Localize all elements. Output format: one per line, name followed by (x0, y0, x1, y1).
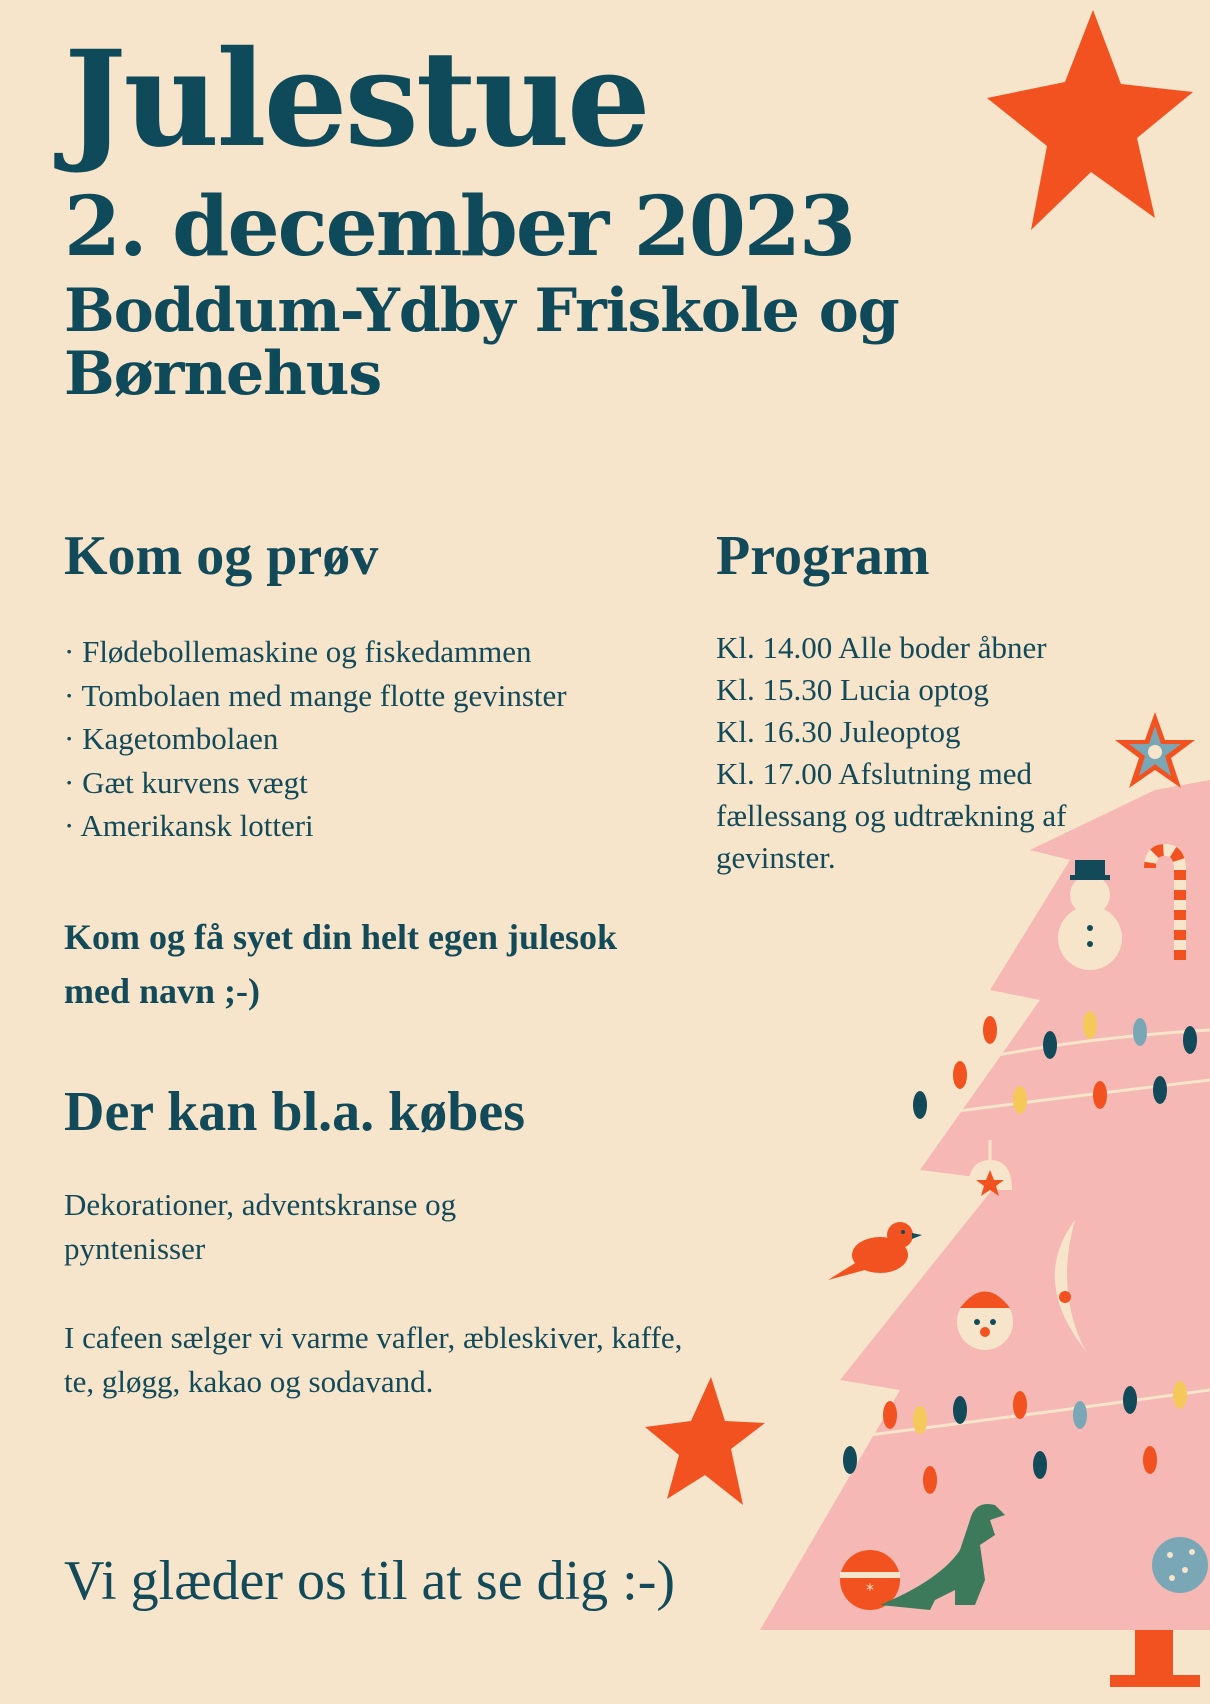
event-location (64, 276, 899, 409)
list-item: · Flødebollemaskine og fiskedammen (64, 634, 532, 669)
bauble-ornament-icon (1152, 1537, 1208, 1593)
tree-trunk (1135, 1630, 1173, 1680)
location-line-2: Børnehus (64, 339, 382, 409)
location-line-1: Boddum-Ydby Friskole og (64, 276, 899, 346)
christmas-tree-illustration (740, 700, 1210, 1704)
kom-og-prov-heading: Kom og prøv (64, 525, 379, 587)
tree-body (760, 780, 1210, 1630)
kom-og-prov-list (64, 630, 567, 848)
star-icon (985, 6, 1195, 236)
list-item: · Gæt kurvens vægt (64, 764, 308, 800)
sock-note: Kom og få syet din helt egen julesok med navn ;-) (64, 917, 617, 1011)
bird-icon (828, 1222, 922, 1280)
cafe-text: I cafeen sælger vi varme vafler, æbleskiver, kaffe, te, gløgg, kakao og sodavand. (64, 1320, 683, 1399)
program-heading: Program (716, 525, 930, 587)
program-item: Kl. 14.00 Alle boder åbner (716, 630, 1047, 665)
buy-items-text: Dekorationer, adventskranse og pyntenisser (64, 1187, 457, 1266)
tree-top-star-icon (1115, 712, 1195, 788)
event-title: Julestue (64, 22, 648, 177)
event-date: 2. december 2023 (64, 179, 855, 275)
der-kan-kobes-heading: Der kan bl.a. købes (64, 1081, 526, 1143)
list-item: · Amerikansk lotteri (64, 808, 314, 843)
closing-text: Vi glæder os til at se dig :-) (64, 1550, 675, 1612)
program-item: Kl. 16.30 Juleoptog (716, 714, 961, 749)
program-item: Kl. 17.00 Afslutning med fællessang og udtrækning af gevinster. (716, 756, 1067, 875)
list-item: · Tombolaen med mange flotte gevinster (64, 677, 567, 713)
list-item: · Kagetombolaen (64, 721, 279, 756)
svg-text:*: * (866, 1580, 874, 1599)
program-item: Kl. 15.30 Lucia optog (716, 672, 989, 707)
